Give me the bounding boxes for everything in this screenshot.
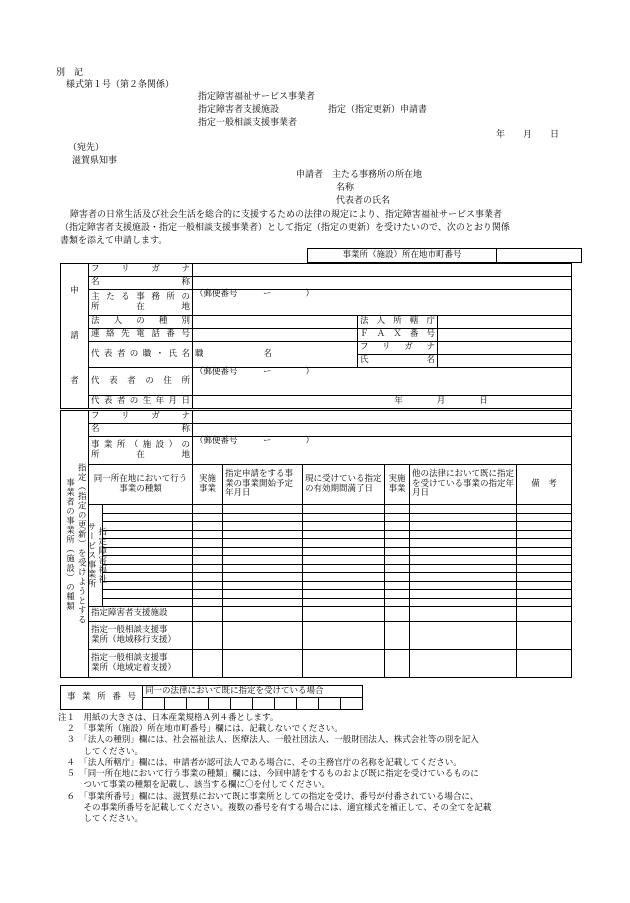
start-cell[interactable] [223, 547, 303, 556]
title-line-2b: 指定（指定更新）申請書 [328, 105, 428, 115]
start-cell[interactable] [223, 590, 303, 599]
note-line: ついて事業の種類を記載し、該当する欄に〇を付してください。 [58, 780, 331, 791]
digit-cell[interactable] [165, 698, 187, 710]
office-postal: （郵便番号 ー ） [195, 289, 315, 299]
valid-cell[interactable] [303, 650, 385, 678]
note-line: してください。 [58, 746, 144, 757]
start-cell[interactable] [223, 505, 303, 514]
office-name-field[interactable] [193, 424, 572, 437]
jisshi2-cell[interactable] [385, 607, 410, 622]
jisshi-cell[interactable] [193, 530, 223, 539]
rep-furigana-field[interactable] [438, 342, 572, 355]
service-type-cell[interactable] [103, 539, 193, 548]
fax-field[interactable] [438, 329, 572, 342]
jisshi-cell[interactable] [193, 573, 223, 582]
applicant-furigana-field[interactable] [193, 264, 572, 277]
service-type-cell[interactable] [103, 556, 193, 565]
digit-cell[interactable] [187, 698, 209, 710]
intro-line-1: 障害者の日常生活及び社会生活を総合的に支援するための法律の規定により、指定障害福祉サービス事業者 [70, 210, 503, 220]
jisshi2-cell[interactable] [385, 513, 410, 522]
office-address-label-1: 主たる事務所の [91, 291, 190, 302]
biko-cell[interactable] [517, 607, 572, 622]
digit-cell[interactable] [275, 698, 297, 710]
start-cell[interactable] [223, 564, 303, 573]
addressee-label: （宛先） [68, 143, 105, 153]
note-line: ２ 「事業所（施設）所在地市町番号」欄には、記載しないでください。 [58, 724, 343, 735]
digit-cell[interactable] [209, 698, 231, 710]
jisshi2-cell[interactable] [385, 598, 410, 607]
start-cell[interactable] [223, 556, 303, 565]
valid-cell[interactable] [303, 522, 385, 531]
jisshi-cell[interactable] [193, 581, 223, 590]
note-line: ３ 「法人の種別」欄には、社会福祉法人、医療法人、一般社団法人、一般財団法人、株式会社等の別を記入 [58, 735, 479, 746]
jisshi-cell[interactable] [193, 547, 223, 556]
col-header-biko: 備 考 [517, 465, 572, 505]
digit-cell[interactable] [253, 698, 275, 710]
facility-address-label-2: 所 在 地 [91, 449, 191, 460]
digit-cell[interactable] [297, 698, 319, 710]
applicant-rep-label: 代表者の氏名 [336, 196, 391, 206]
valid-cell[interactable] [303, 590, 385, 599]
title-line-1: 指定障害福祉サービス事業者 [198, 92, 316, 102]
other-cell[interactable] [410, 505, 517, 514]
start-cell[interactable] [223, 581, 303, 590]
note-line: ４ 「法人所轄庁」欄には、申請者が認可法人である場合に、その主務官庁の名称を記載してください。 [58, 757, 462, 768]
jisshi-cell[interactable] [193, 598, 223, 607]
service-type-cell[interactable] [103, 564, 193, 573]
jisshi2-cell[interactable] [385, 581, 410, 590]
mei-label: 名 [263, 348, 273, 359]
row-teichaku-label-2: 業所（地域定着支援） [91, 662, 177, 673]
office-address-field[interactable] [193, 290, 572, 316]
biko-cell[interactable] [517, 539, 572, 548]
start-cell[interactable] [223, 539, 303, 548]
applicant-name-label: 名称 [336, 183, 355, 193]
service-type-cell[interactable] [103, 513, 193, 522]
jisshi2-cell[interactable] [385, 522, 410, 531]
other-cell[interactable] [410, 622, 517, 650]
biko-cell[interactable] [517, 556, 572, 565]
jisshi-cell[interactable] [193, 590, 223, 599]
biko-cell[interactable] [517, 650, 572, 678]
applicant-side-char-2: 請 [70, 330, 79, 341]
facility-address-label [89, 437, 193, 465]
form-number: 様式第１号（第２条関係） [66, 80, 175, 90]
biko-cell[interactable] [517, 547, 572, 556]
other-cell[interactable] [410, 607, 517, 622]
service-side-text-2: 指定障害福祉 [96, 527, 107, 584]
jisshi2-cell[interactable] [385, 530, 410, 539]
row-ikou-label-1: 指定一般相談支援事 [91, 624, 168, 635]
applicant-name-cell-label: 名 称 [89, 277, 193, 290]
facility-address-field[interactable] [193, 437, 572, 465]
col-header-jisshi: 実施事業 [193, 465, 223, 505]
rep-birth-field[interactable]: 年 月 日 [193, 396, 572, 409]
other-cell[interactable] [410, 547, 517, 556]
title-line-2a: 指定障害者支援施設 [198, 105, 280, 115]
other-cell[interactable] [410, 590, 517, 599]
biko-cell[interactable] [517, 505, 572, 514]
fax-label: ＦＡＸ番号 [358, 329, 438, 342]
other-cell[interactable] [410, 650, 517, 678]
service-side-text-1: サービス事業所 [86, 522, 96, 589]
corp-type-field[interactable] [193, 316, 358, 329]
service-type-cell[interactable] [103, 530, 193, 539]
service-type-cell[interactable] [103, 547, 193, 556]
other-cell[interactable] [410, 539, 517, 548]
valid-cell[interactable] [303, 598, 385, 607]
start-cell[interactable] [223, 598, 303, 607]
rep-title-label: 代表者の職・氏名 [89, 342, 193, 368]
jigyosho-number-label: 事業所番号 [61, 686, 143, 710]
service-type-cell[interactable] [103, 505, 193, 514]
start-cell[interactable] [223, 607, 303, 622]
start-cell[interactable] [223, 573, 303, 582]
rep-postal: （郵便番号 ー ） [195, 367, 315, 377]
valid-cell[interactable] [303, 530, 385, 539]
corp-type-label: 法 人 の 種 別 [89, 316, 193, 329]
row-ikou-label-2: 業所（地域移行支援） [91, 634, 177, 645]
start-cell[interactable] [223, 622, 303, 650]
other-cell[interactable] [410, 581, 517, 590]
other-cell[interactable] [410, 522, 517, 531]
applicant-side-char-3: 者 [70, 375, 79, 386]
biko-cell[interactable] [517, 598, 572, 607]
service-type-cell[interactable] [103, 598, 193, 607]
title-line-3: 指定一般相談支援事業者 [198, 118, 298, 128]
note-line: してください。 [58, 813, 144, 824]
col-header-start: 指定申請をする事業の事業開始予定年月日 [223, 465, 303, 505]
digit-cell[interactable] [319, 698, 341, 710]
office-furigana-field[interactable] [193, 411, 572, 424]
biko-cell[interactable] [517, 564, 572, 573]
jisshi2-cell[interactable] [385, 622, 410, 650]
application-date: 年 月 日 [496, 130, 560, 140]
row-teichaku-label-1: 指定一般相談支援事 [91, 652, 168, 663]
biko-cell[interactable] [517, 513, 572, 522]
col-header-other: 他の法律において既に指定を受けている事業の指定年月日 [410, 465, 517, 505]
notes [58, 713, 578, 825]
jisshi2-cell[interactable] [385, 505, 410, 514]
facility-address-label-1: 事業所（施設）の [91, 439, 191, 450]
note-line: ６ 「事業所番号」欄には、滋賀県において既に事業所としての指定を受け、番号が付番されている場合に、 [58, 791, 479, 802]
office-name-label: 名 称 [89, 424, 193, 437]
note-line: 注１ 用紙の大きさは、日本産業規格Ａ列４番とします。 [58, 713, 279, 723]
intro-line-3: 書類を添えて申請します。 [60, 236, 168, 246]
biko-cell[interactable] [517, 530, 572, 539]
row-shisetsu-label: 指定障害者支援施設 [89, 607, 193, 622]
jisshi-cell[interactable] [193, 650, 223, 678]
jisshi-cell[interactable] [193, 513, 223, 522]
biko-cell[interactable] [517, 590, 572, 599]
municipality-code-box [307, 248, 582, 263]
jisshi-cell[interactable] [193, 505, 223, 514]
rep-title-field[interactable] [193, 342, 358, 368]
valid-cell[interactable] [303, 607, 385, 622]
start-cell[interactable] [223, 522, 303, 531]
rep-name-label: 氏 名 [358, 355, 438, 368]
digit-cell[interactable] [143, 698, 165, 710]
applicant-name-field[interactable] [193, 277, 572, 290]
office-address-label-2: 所 在 地 [91, 301, 190, 312]
office-furigana-label: フ リ ガ ナ [89, 411, 193, 424]
other-cell[interactable] [410, 573, 517, 582]
valid-cell[interactable] [303, 573, 385, 582]
start-cell[interactable] [223, 650, 303, 678]
jisshi2-cell[interactable] [385, 650, 410, 678]
valid-cell[interactable] [303, 539, 385, 548]
valid-cell[interactable] [303, 564, 385, 573]
start-cell[interactable] [223, 530, 303, 539]
row-ikou-label [89, 622, 193, 650]
jisshi-cell[interactable] [193, 539, 223, 548]
office-section [60, 410, 572, 678]
biko-cell[interactable] [517, 522, 572, 531]
jigyosho-number-box [60, 685, 363, 710]
biko-cell[interactable] [517, 573, 572, 582]
valid-cell[interactable] [303, 581, 385, 590]
jisshi-cell[interactable] [193, 564, 223, 573]
service-type-cell[interactable] [103, 573, 193, 582]
municipality-code-label: 事業所（施設）所在地市町番号 [308, 249, 497, 263]
rep-address-field[interactable] [193, 368, 572, 396]
biko-cell[interactable] [517, 622, 572, 650]
other-cell[interactable] [410, 556, 517, 565]
applicant-section [60, 263, 572, 409]
rep-name-field[interactable] [438, 355, 572, 368]
corp-office-label: 法人所轄庁 [358, 316, 438, 329]
jisshi-cell[interactable] [193, 622, 223, 650]
service-type-cell[interactable] [103, 590, 193, 599]
digit-cell[interactable] [341, 698, 363, 710]
row-teichaku-label [89, 650, 193, 678]
jisshi-cell[interactable] [193, 607, 223, 622]
note-line: その事業所番号を記載してください。複数の番号を有する場合には、適宜様式を補正して、その全てを記載 [58, 802, 492, 813]
other-cell[interactable] [410, 530, 517, 539]
other-cell[interactable] [410, 598, 517, 607]
contact-tel-label: 連絡先電話番号 [89, 329, 193, 342]
jisshi-cell[interactable] [193, 522, 223, 531]
other-cell[interactable] [410, 564, 517, 573]
bekki-label: 別 記 [56, 68, 84, 78]
same-law-label: 同一の法律において既に指定を受けている場合 [143, 686, 363, 698]
valid-cell[interactable] [303, 505, 385, 514]
applicant-furigana-label: フ リ ガ ナ [89, 264, 193, 277]
intro-line-2: （指定障害者支援施設・指定一般相談支援事業者）として指定（指定の更新）を受けたいので、次のとおり関係 [60, 223, 510, 233]
valid-cell[interactable] [303, 622, 385, 650]
jisshi-cell[interactable] [193, 556, 223, 565]
addressee-name: 滋賀県知事 [72, 156, 118, 166]
office-address-label [89, 290, 193, 316]
jisshi2-cell[interactable] [385, 539, 410, 548]
col-header-type: 同一所在地において行う事業の種類 [89, 465, 193, 505]
facility-postal: （郵便番号 ー ） [195, 436, 315, 446]
rep-birth-label: 代表者の生年月日 [89, 396, 193, 409]
valid-cell[interactable] [303, 547, 385, 556]
contact-tel-field[interactable] [193, 329, 358, 342]
jisshi2-cell[interactable] [385, 590, 410, 599]
corp-office-field[interactable] [438, 316, 572, 329]
col-header-valid: 現に受けている指定の有効期間満了日 [303, 465, 385, 505]
jisshi2-cell[interactable] [385, 547, 410, 556]
office-side-text-2: 指定（指定の更新）を受けようとする [76, 463, 87, 625]
start-cell[interactable] [223, 513, 303, 522]
rep-address-label: 代表者の住所 [89, 368, 193, 396]
municipality-code-field[interactable] [497, 249, 582, 263]
shoku-label: 職 [195, 348, 204, 359]
col-header-jisshi-2: 実施事業 [385, 465, 410, 505]
valid-cell[interactable] [303, 513, 385, 522]
applicant-side-char-1: 申 [70, 285, 79, 296]
jisshi2-cell[interactable] [385, 564, 410, 573]
service-type-cell[interactable] [103, 581, 193, 590]
applicant-address-label: 申請者 主たる事務所の所在地 [296, 170, 423, 180]
valid-cell[interactable] [303, 556, 385, 565]
note-line: ５ 「同一所在地において行う事業の種類」欄には、今回申請をするものおよび既に指定を受けているものに [58, 769, 479, 780]
office-side-text-1: 事業者の事業所（施設）の種類 [64, 477, 75, 611]
jisshi2-cell[interactable] [385, 573, 410, 582]
service-type-cell[interactable] [103, 522, 193, 531]
digit-cell[interactable] [231, 698, 253, 710]
rep-furigana-label: フリガナ [358, 342, 438, 355]
applicant-side-label [61, 264, 89, 409]
biko-cell[interactable] [517, 581, 572, 590]
other-cell[interactable] [410, 513, 517, 522]
service-side-label [86, 505, 107, 607]
jisshi2-cell[interactable] [385, 556, 410, 565]
